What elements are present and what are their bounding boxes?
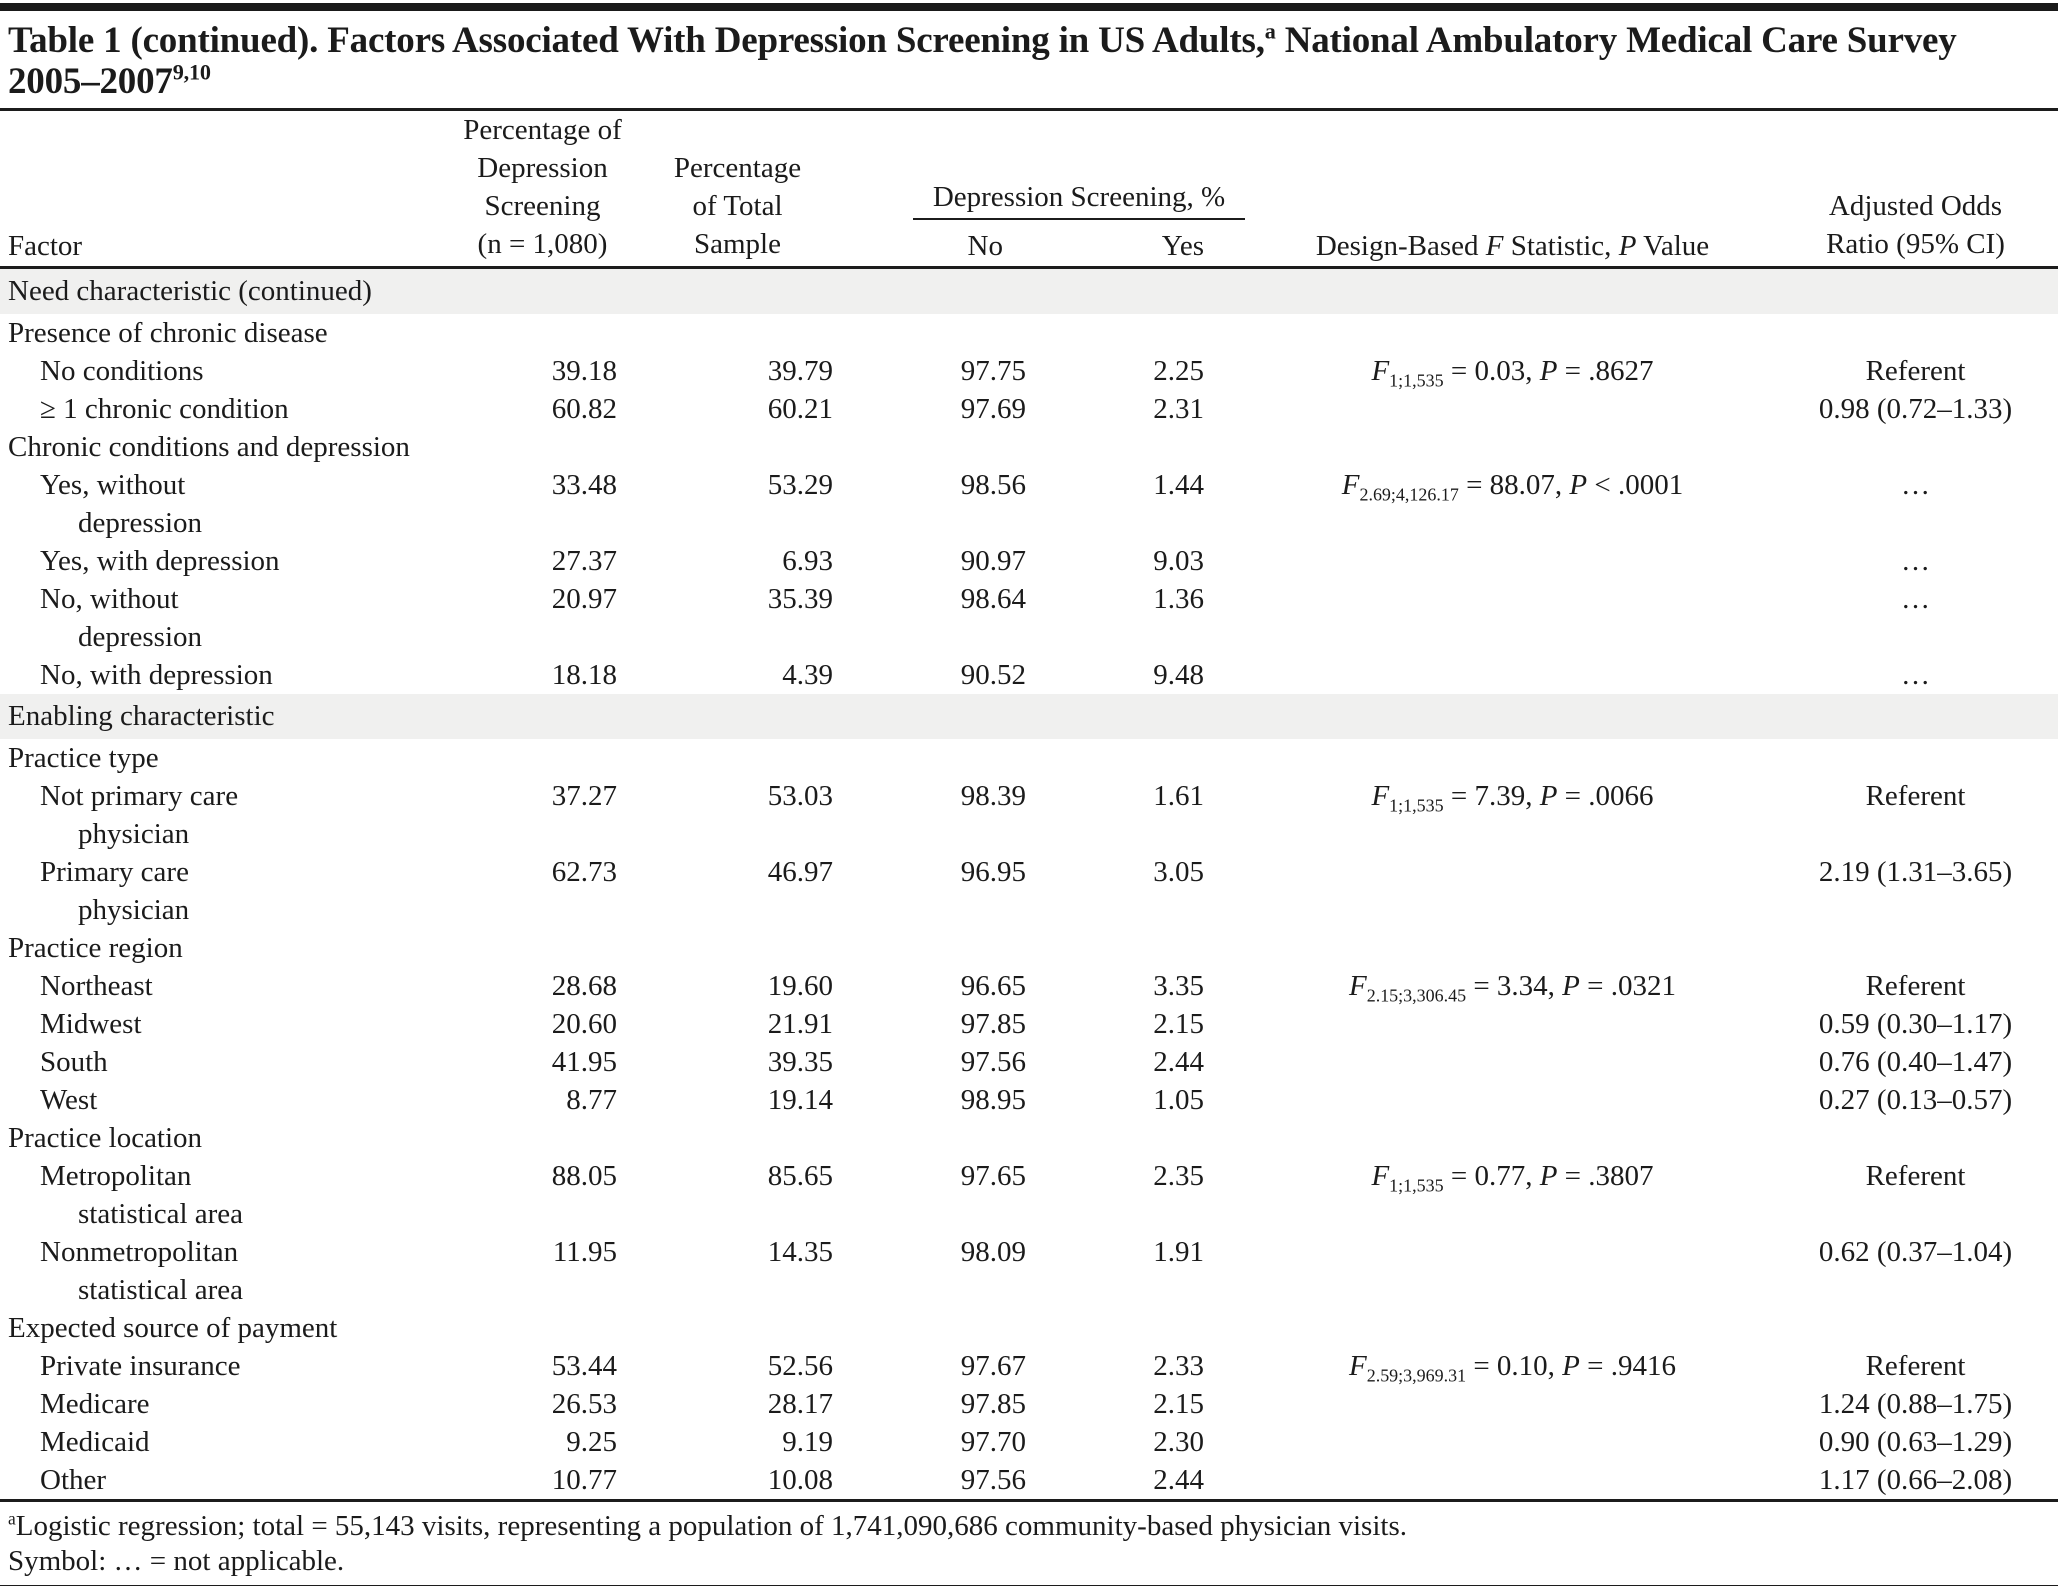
factor-label: Practice region (8, 932, 183, 964)
table-row (0, 428, 2058, 466)
factor-label: Practice type (8, 742, 159, 774)
pct-depression-screening-cell: 33.48 (551, 469, 617, 501)
f-statistic-cell (1212, 777, 1735, 853)
pct-total-sample-cell: 9.19 (782, 1426, 833, 1458)
stat-text: Value (1636, 230, 1710, 262)
title-line2-text: 2005–2007 (8, 61, 173, 102)
f-statistic-cell (1212, 656, 1735, 694)
screening-no-cell (845, 739, 1028, 777)
factor-label: Nonmetropolitan (40, 1236, 239, 1268)
table-row (0, 1157, 2058, 1233)
factor-label: Not primary care (40, 780, 239, 812)
pct-total-sample-cell (630, 1309, 845, 1347)
section-row (0, 268, 2058, 315)
screening-no-cell: 97.75 (960, 355, 1026, 387)
pct-total-sample-cell (630, 739, 845, 777)
screening-yes-cell (1028, 739, 1212, 777)
pct-total-sample-cell: 39.35 (767, 1046, 833, 1078)
depression-screening-table (0, 111, 2058, 1499)
screening-no-cell (845, 314, 1028, 352)
factor-cell (0, 656, 455, 694)
adjusted-odds-ratio-cell (1735, 314, 2058, 352)
section-row (0, 694, 2058, 739)
factor-label-wrap: physician (78, 818, 190, 850)
screening-yes-cell: 9.48 (1153, 659, 1204, 691)
screening-no-cell: 97.56 (960, 1046, 1026, 1078)
factor-label-wrap: depression (78, 621, 203, 653)
factor-label-wrap: depression (78, 507, 203, 539)
factor-cell (0, 314, 455, 352)
factor-label: South (40, 1046, 108, 1078)
factor-cell (0, 1461, 455, 1499)
pct-depression-screening-cell: 10.77 (551, 1464, 617, 1496)
f-statistic-cell (1212, 967, 1735, 1005)
screening-no-cell (845, 929, 1028, 967)
pct-depression-screening-cell: 11.95 (552, 1236, 617, 1268)
table-row (0, 1423, 2058, 1461)
factor-label-wrap: statistical area (78, 1198, 244, 1230)
pct-depression-screening-cell (455, 1309, 630, 1347)
factor-label: Medicare (40, 1388, 150, 1420)
factor-cell (0, 1423, 455, 1461)
f-statistic-cell (1212, 580, 1735, 656)
stat-symbol: P (1618, 230, 1637, 262)
screening-yes-cell (1028, 314, 1212, 352)
stat-symbol: P (1539, 1160, 1558, 1192)
factor-cell (0, 390, 455, 428)
stat-text: = 0.77, (1443, 1160, 1540, 1192)
stat-symbol: F (1371, 780, 1390, 812)
stat-text: = .0321 (1579, 970, 1676, 1002)
header-line: Adjusted Odds (1828, 190, 2003, 222)
screening-yes-cell: 1.91 (1153, 1236, 1204, 1268)
factor-cell (0, 428, 455, 466)
section-label: Enabling characteristic (0, 694, 2058, 739)
factor-label: Medicaid (40, 1426, 150, 1458)
stat-text: = 0.10, (1466, 1350, 1563, 1382)
title-line1-rest: National Ambulatory Medical Care Survey (1275, 20, 1957, 61)
f-statistic-cell (1212, 352, 1735, 390)
adjusted-odds-ratio-cell (1735, 929, 2058, 967)
factor-label: Practice location (8, 1122, 203, 1154)
pct-total-sample-cell: 60.21 (767, 393, 833, 425)
f-statistic-cell (1212, 1461, 1735, 1499)
table-row (0, 739, 2058, 777)
stat-symbol: F (1371, 355, 1390, 387)
stat-text: = .8627 (1557, 355, 1654, 387)
pct-total-sample-cell (630, 428, 845, 466)
factor-label: No, without (40, 583, 179, 615)
stat-symbol: F (1485, 230, 1504, 262)
factor-cell (0, 580, 455, 656)
factor-cell (0, 853, 455, 929)
header-line: Percentage (673, 152, 802, 184)
table-row (0, 580, 2058, 656)
pct-total-sample-cell: 14.35 (767, 1236, 833, 1268)
pct-total-sample-cell: 85.65 (767, 1160, 833, 1192)
factor-label: Primary care (40, 856, 189, 888)
column-spanner-depression-screening-pct (845, 111, 1226, 225)
pct-depression-screening-cell: 41.95 (551, 1046, 617, 1078)
footnote-a-marker: a (8, 1508, 16, 1529)
factor-label: Other (40, 1464, 107, 1496)
pct-total-sample-cell: 35.39 (767, 583, 833, 615)
screening-no-cell: 90.52 (960, 659, 1026, 691)
adjusted-odds-ratio-cell: … (1901, 469, 1930, 501)
screening-yes-cell (1028, 428, 1212, 466)
factor-label: Yes, with depression (40, 545, 280, 577)
screening-yes-cell (1028, 929, 1212, 967)
stat-subscript: 2.69;4,126.17 (1359, 484, 1459, 505)
stat-text: Statistic, (1503, 230, 1619, 262)
f-statistic-cell (1212, 1347, 1735, 1385)
pct-depression-screening-cell: 26.53 (551, 1388, 617, 1420)
pct-depression-screening-cell: 27.37 (551, 545, 617, 577)
adjusted-odds-ratio-cell: 0.27 (0.13–0.57) (1818, 1084, 2013, 1116)
adjusted-odds-ratio-cell: 0.76 (0.40–1.47) (1818, 1046, 2013, 1078)
screening-no-cell: 98.39 (960, 780, 1026, 812)
table-row (0, 1309, 2058, 1347)
pct-depression-screening-cell: 8.77 (566, 1084, 617, 1116)
header-line: Screening (484, 190, 601, 222)
adjusted-odds-ratio-cell: 2.19 (1.31–3.65) (1818, 856, 2013, 888)
adjusted-odds-ratio-cell: 0.62 (0.37–1.04) (1818, 1236, 2013, 1268)
factor-cell (0, 777, 455, 853)
stat-symbol: F (1371, 1160, 1390, 1192)
adjusted-odds-ratio-cell: Referent (1865, 970, 1966, 1002)
reference-superscript: 9,10 (172, 59, 211, 85)
stat-subscript: 2.15;3,306.45 (1366, 985, 1467, 1006)
pct-depression-screening-cell (455, 314, 630, 352)
header-line: of Total (692, 190, 783, 222)
factor-label: Yes, without (40, 469, 186, 501)
factor-label: Midwest (40, 1008, 142, 1040)
pct-total-sample-cell (630, 1119, 845, 1157)
table-row (0, 1233, 2058, 1309)
table-row (0, 466, 2058, 542)
stat-subscript: 2.59;3,969.31 (1366, 1365, 1467, 1386)
adjusted-odds-ratio-cell: 0.98 (0.72–1.33) (1818, 393, 2013, 425)
stat-text: = .3807 (1557, 1160, 1654, 1192)
adjusted-odds-ratio-cell: … (1901, 545, 1930, 577)
table-title (8, 20, 2050, 102)
pct-depression-screening-cell (455, 1119, 630, 1157)
screening-no-cell: 97.56 (960, 1464, 1026, 1496)
table-row (0, 1119, 2058, 1157)
adjusted-odds-ratio-cell: Referent (1865, 1160, 1966, 1192)
stat-text: = 0.03, (1443, 355, 1540, 387)
f-statistic-cell (1212, 314, 1735, 352)
factor-cell (0, 542, 455, 580)
header-line: Sample (694, 228, 781, 260)
table-row (0, 314, 2058, 352)
screening-yes-cell: 2.15 (1153, 1388, 1204, 1420)
f-statistic-cell (1212, 1309, 1735, 1347)
f-statistic-cell (1212, 1385, 1735, 1423)
factor-cell (0, 1081, 455, 1119)
screening-yes-cell (1028, 1309, 1212, 1347)
factor-label: Metropolitan (40, 1160, 192, 1192)
factor-cell (0, 1385, 455, 1423)
stat-symbol: P (1539, 780, 1558, 812)
stat-symbol: P (1569, 469, 1588, 501)
factor-label: ≥ 1 chronic condition (40, 393, 289, 425)
table-row (0, 1005, 2058, 1043)
stat-symbol: P (1539, 355, 1558, 387)
screening-yes-cell: 1.36 (1153, 583, 1204, 615)
stat-text: = 3.34, (1466, 970, 1563, 1002)
screening-yes-cell: 1.44 (1153, 469, 1204, 501)
screening-yes-cell: 2.35 (1153, 1160, 1204, 1192)
pct-depression-screening-cell: 37.27 (551, 780, 617, 812)
factor-label-wrap: physician (78, 894, 190, 926)
pct-total-sample-cell: 28.17 (767, 1388, 833, 1420)
factor-cell (0, 466, 455, 542)
factor-label: West (40, 1084, 98, 1116)
pct-total-sample-cell: 21.91 (767, 1008, 833, 1040)
table-row (0, 1043, 2058, 1081)
adjusted-odds-ratio-cell: 1.17 (0.66–2.08) (1818, 1464, 2013, 1496)
stat-subscript: 1;1,535 (1389, 1175, 1444, 1196)
stat-text: = 88.07, (1458, 469, 1570, 501)
f-statistic-cell (1212, 853, 1735, 929)
stat-subscript: 1;1,535 (1389, 370, 1444, 391)
f-statistic-cell (1212, 428, 1735, 466)
column-header-factor: Factor (8, 230, 83, 262)
pct-depression-screening-cell: 9.25 (566, 1426, 617, 1458)
factor-label: Presence of chronic disease (8, 317, 328, 349)
top-rule-bar (0, 3, 2058, 11)
adjusted-odds-ratio-cell: … (1901, 583, 1930, 615)
screening-no-cell: 97.85 (960, 1388, 1026, 1420)
spanner-label: Depression Screening, % (913, 178, 1245, 220)
footnote-symbol-text: Symbol: … = not applicable. (8, 1545, 345, 1577)
adjusted-odds-ratio-cell: Referent (1865, 355, 1966, 387)
screening-no-cell: 97.85 (960, 1008, 1026, 1040)
adjusted-odds-ratio-cell (1735, 739, 2058, 777)
stat-symbol: P (1562, 970, 1580, 1002)
f-statistic-cell (1212, 1119, 1735, 1157)
column-header-pct-total-sample (630, 111, 845, 268)
pct-total-sample-cell: 19.14 (767, 1084, 833, 1116)
screening-no-cell: 97.70 (960, 1426, 1026, 1458)
factor-label: No conditions (40, 355, 204, 387)
screening-no-cell: 98.56 (960, 469, 1026, 501)
stat-symbol: P (1562, 1350, 1580, 1382)
header-row-top (0, 111, 2058, 225)
f-statistic-cell (1212, 1081, 1735, 1119)
pct-total-sample-cell: 46.97 (767, 856, 833, 888)
adjusted-odds-ratio-cell (1735, 428, 2058, 466)
pct-total-sample-cell: 4.39 (782, 659, 833, 691)
factor-cell (0, 967, 455, 1005)
header-line: (n = 1,080) (477, 228, 608, 260)
screening-no-cell (845, 1119, 1028, 1157)
factor-label-wrap: statistical area (78, 1274, 244, 1306)
screening-no-cell: 96.95 (960, 856, 1026, 888)
screening-yes-cell: 2.44 (1153, 1464, 1204, 1496)
stat-subscript: 1;1,535 (1389, 795, 1444, 816)
stat-symbol: F (1349, 970, 1367, 1002)
screening-no-cell: 98.64 (960, 583, 1026, 615)
factor-cell (0, 1043, 455, 1081)
screening-yes-cell: 9.03 (1153, 545, 1204, 577)
table-row (0, 1385, 2058, 1423)
pct-total-sample-cell: 6.93 (782, 545, 833, 577)
screening-yes-cell: 2.33 (1153, 1350, 1204, 1382)
pct-depression-screening-cell (455, 739, 630, 777)
f-statistic-cell (1212, 542, 1735, 580)
pct-depression-screening-cell: 20.60 (551, 1008, 617, 1040)
stat-text: Design-Based (1315, 230, 1486, 262)
factor-cell (0, 1005, 455, 1043)
adjusted-odds-ratio-cell: 1.24 (0.88–1.75) (1818, 1388, 2013, 1420)
factor-cell (0, 739, 455, 777)
factor-label: Expected source of payment (8, 1312, 338, 1344)
table-body (0, 268, 2058, 1500)
table-row (0, 1081, 2058, 1119)
table-row (0, 1347, 2058, 1385)
adjusted-odds-ratio-cell (1735, 1309, 2058, 1347)
f-statistic-cell (1212, 1005, 1735, 1043)
table-row (0, 929, 2058, 967)
f-statistic-cell (1212, 390, 1735, 428)
screening-no-cell: 98.09 (960, 1236, 1026, 1268)
factor-cell (0, 929, 455, 967)
f-statistic-cell (1212, 739, 1735, 777)
screening-no-cell (845, 1309, 1028, 1347)
table-footnotes (0, 1502, 2058, 1585)
footnote-marker-a: a (1264, 18, 1276, 44)
stat-text: = 7.39, (1443, 780, 1540, 812)
f-statistic-cell (1212, 1043, 1735, 1081)
stat-symbol: F (1349, 1350, 1367, 1382)
f-statistic-cell (1212, 929, 1735, 967)
adjusted-odds-ratio-cell: 0.59 (0.30–1.17) (1818, 1008, 2013, 1040)
pct-total-sample-cell: 52.56 (767, 1350, 833, 1382)
stat-symbol: F (1341, 469, 1360, 501)
stat-text: < .0001 (1587, 469, 1684, 501)
factor-label: Private insurance (40, 1350, 241, 1382)
screening-yes-cell: 2.44 (1153, 1046, 1204, 1078)
table-row (0, 542, 2058, 580)
factor-label: Northeast (40, 970, 153, 1002)
f-statistic-cell (1212, 1423, 1735, 1461)
footnote-logistic-regression (8, 1509, 2050, 1544)
screening-yes-cell: 3.05 (1153, 856, 1204, 888)
pct-depression-screening-cell: 18.18 (551, 659, 617, 691)
factor-cell (0, 352, 455, 390)
pct-total-sample-cell: 19.60 (767, 970, 833, 1002)
stat-text: = .9416 (1579, 1350, 1676, 1382)
table-row (0, 777, 2058, 853)
table-row (0, 967, 2058, 1005)
f-statistic-cell (1212, 466, 1735, 542)
screening-yes-cell: 2.31 (1153, 393, 1204, 425)
pct-total-sample-cell (630, 314, 845, 352)
adjusted-odds-ratio-cell (1735, 1119, 2058, 1157)
pct-depression-screening-cell: 28.68 (551, 970, 617, 1002)
factor-cell (0, 1233, 455, 1309)
column-header-f-statistic-p-value (1212, 111, 1735, 268)
pct-depression-screening-cell (455, 428, 630, 466)
screening-yes-cell: 1.61 (1153, 780, 1204, 812)
pct-total-sample-cell: 53.03 (767, 780, 833, 812)
screening-yes-cell: 1.05 (1153, 1084, 1204, 1116)
title-line1-text: Table 1 (continued). Factors Associated With Depression Screening in US Adults, (8, 20, 1265, 61)
column-header-no: No (967, 230, 1003, 262)
factor-cell (0, 1119, 455, 1157)
header-line: Ratio (95% CI) (1826, 228, 2005, 260)
column-header-yes: Yes (1161, 230, 1204, 262)
pct-depression-screening-cell: 39.18 (551, 355, 617, 387)
pct-depression-screening-cell: 60.82 (551, 393, 617, 425)
table-header (0, 111, 2058, 268)
screening-no-cell: 97.67 (960, 1350, 1026, 1382)
screening-no-cell: 96.65 (960, 970, 1026, 1002)
pct-depression-screening-cell: 88.05 (551, 1160, 617, 1192)
factor-label: Chronic conditions and depression (8, 431, 410, 463)
screening-yes-cell: 2.30 (1153, 1426, 1204, 1458)
adjusted-odds-ratio-cell: … (1901, 659, 1930, 691)
screening-yes-cell: 3.35 (1153, 970, 1204, 1002)
stat-text: = .0066 (1557, 780, 1654, 812)
screening-no-cell: 98.95 (960, 1084, 1026, 1116)
column-header-pct-depression-screening (455, 111, 630, 268)
section-label: Need characteristic (continued) (0, 268, 2058, 315)
adjusted-odds-ratio-cell: Referent (1865, 780, 1966, 812)
f-statistic-cell (1212, 1157, 1735, 1233)
screening-no-cell: 90.97 (960, 545, 1026, 577)
header-line: Percentage of (463, 114, 622, 146)
footnote-symbol-legend (8, 1544, 2050, 1579)
adjusted-odds-ratio-cell: Referent (1865, 1350, 1966, 1382)
pct-total-sample-cell: 10.08 (767, 1464, 833, 1496)
column-header-adjusted-odds-ratio (1735, 111, 2058, 268)
footnote-a-text: Logistic regression; total = 55,143 visits, representing a population of 1,741,090,686 community-based physician visits. (15, 1510, 1407, 1542)
table-row (0, 352, 2058, 390)
adjusted-odds-ratio-cell: 0.90 (0.63–1.29) (1818, 1426, 2013, 1458)
pct-total-sample-cell: 53.29 (767, 469, 833, 501)
pct-depression-screening-cell: 62.73 (551, 856, 617, 888)
factor-cell (0, 1157, 455, 1233)
pct-total-sample-cell (630, 929, 845, 967)
screening-yes-cell: 2.25 (1153, 355, 1204, 387)
factor-label: No, with depression (40, 659, 273, 691)
screening-no-cell: 97.69 (960, 393, 1026, 425)
table-row (0, 1461, 2058, 1499)
screening-no-cell: 97.65 (960, 1160, 1026, 1192)
factor-cell (0, 1309, 455, 1347)
pct-depression-screening-cell: 20.97 (551, 583, 617, 615)
f-statistic-cell (1212, 1233, 1735, 1309)
pct-total-sample-cell: 39.79 (767, 355, 833, 387)
pct-depression-screening-cell (455, 929, 630, 967)
screening-yes-cell (1028, 1119, 1212, 1157)
screening-yes-cell: 2.15 (1153, 1008, 1204, 1040)
header-line: Depression (477, 152, 608, 184)
table-row (0, 853, 2058, 929)
pct-depression-screening-cell: 53.44 (551, 1350, 617, 1382)
factor-cell (0, 1347, 455, 1385)
screening-no-cell (845, 428, 1028, 466)
table-row (0, 390, 2058, 428)
table-row (0, 656, 2058, 694)
